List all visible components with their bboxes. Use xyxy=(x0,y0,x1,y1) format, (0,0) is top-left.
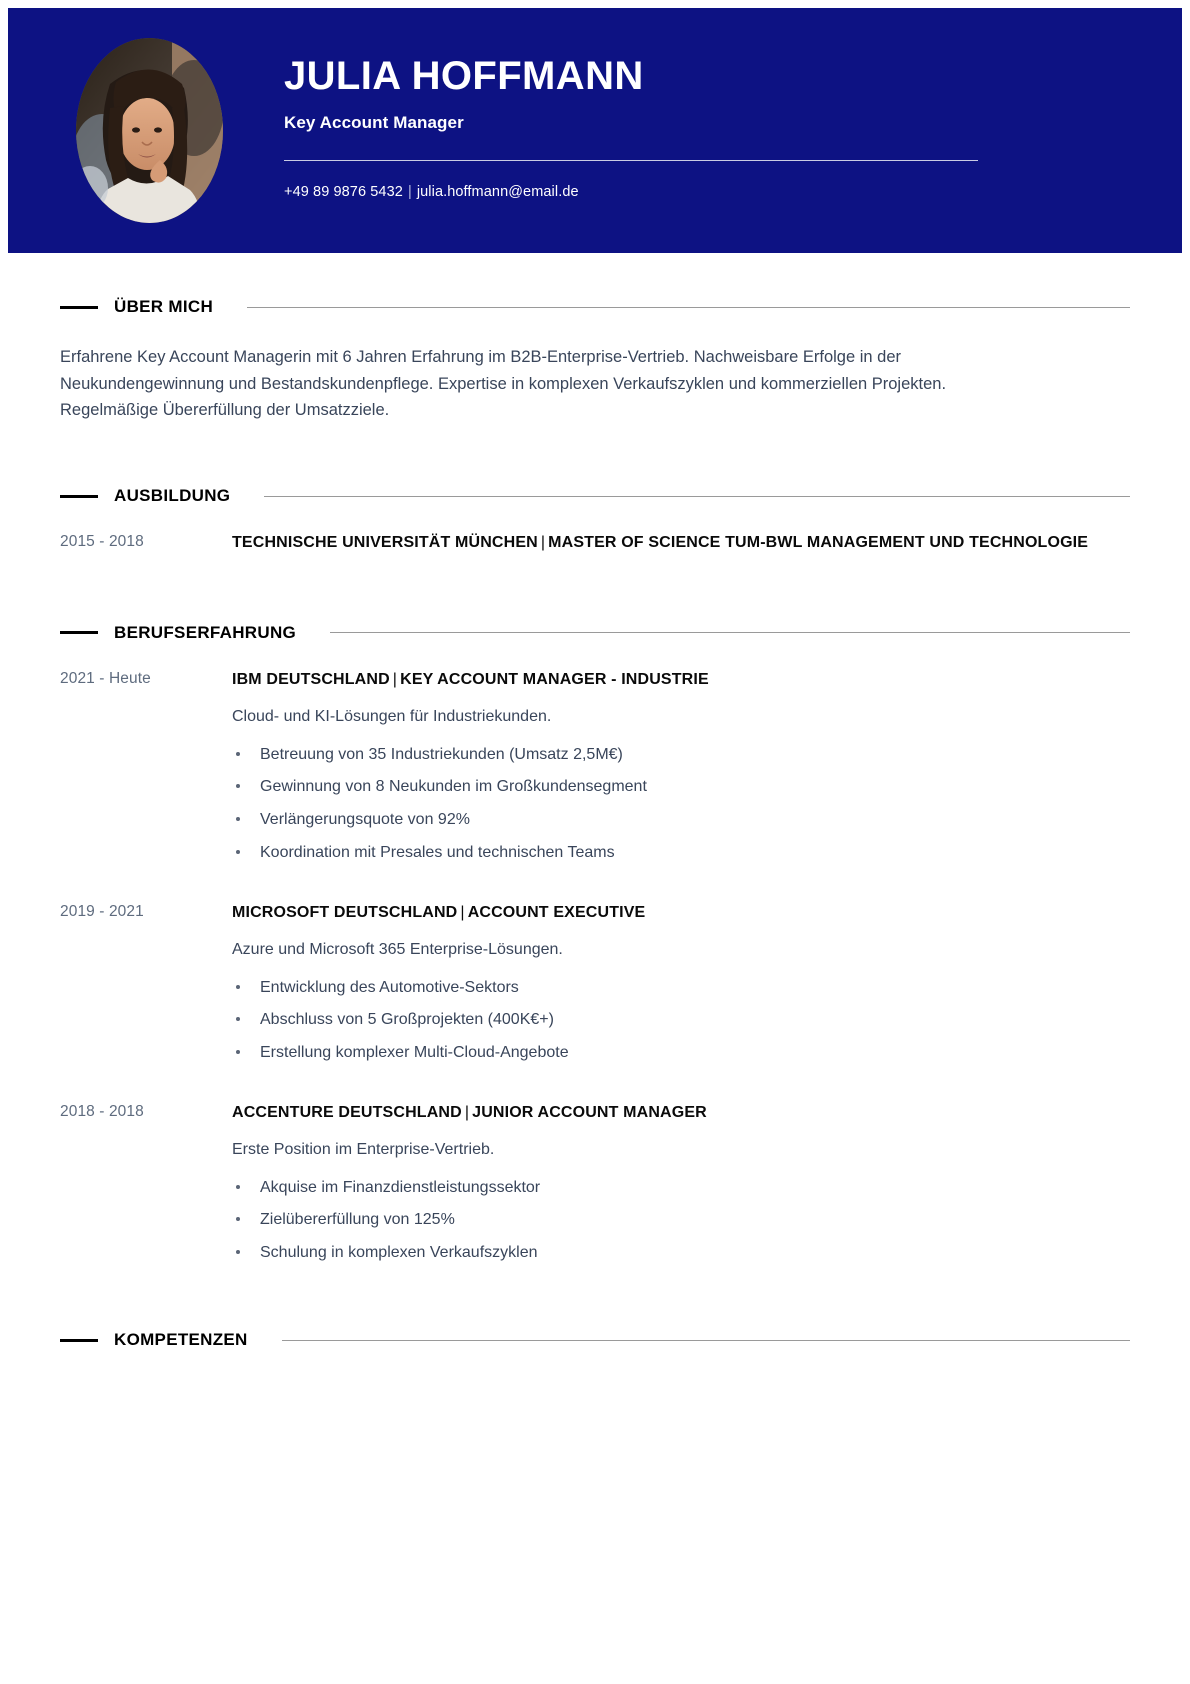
list-item: Zielübererfüllung von 125% xyxy=(232,1208,1130,1233)
section-header-skills xyxy=(60,1330,1130,1350)
list-item: Erstellung komplexer Multi-Cloud-Angebote xyxy=(232,1041,1130,1066)
candidate-role: Key Account Manager xyxy=(284,112,464,132)
experience-bullets xyxy=(232,743,1130,866)
experience-content xyxy=(232,902,1130,1074)
experience-company: ACCENTURE DEUTSCHLAND xyxy=(232,1103,462,1121)
list-item: Gewinnung von 8 Neukunden im Großkundensegment xyxy=(232,775,1130,800)
section-dash-icon xyxy=(60,631,98,634)
section-rule xyxy=(247,307,1130,308)
section-title-education: AUSBILDUNG xyxy=(114,486,231,506)
section-rule xyxy=(282,1340,1130,1341)
experience-title xyxy=(232,902,1130,925)
section-dash-icon xyxy=(60,306,98,309)
education-title xyxy=(232,532,1130,555)
resume-body xyxy=(8,297,1182,1350)
section-header-about xyxy=(60,297,1130,317)
experience-content xyxy=(232,1102,1130,1274)
header-text-block xyxy=(284,54,1130,200)
phone-number[interactable]: +49 89 9876 5432 xyxy=(284,183,403,200)
experience-description: Cloud- und KI-Lösungen für Industriekunden. xyxy=(232,707,552,725)
experience-position: KEY ACCOUNT MANAGER - INDUSTRIE xyxy=(400,670,709,688)
experience-bullets xyxy=(232,1176,1130,1266)
section-title-experience: BERUFSERFAHRUNG xyxy=(114,622,297,642)
contact-line xyxy=(284,184,1130,200)
experience-entry xyxy=(60,669,1130,874)
section-rule xyxy=(330,632,1130,633)
section-title-about: ÜBER MICH xyxy=(114,297,214,316)
experience-position: ACCOUNT EXECUTIVE xyxy=(467,903,646,921)
title-separator: | xyxy=(392,670,398,688)
education-degree: MASTER OF SCIENCE TUM-BWL MANAGEMENT UND TECHNOLOGIE xyxy=(548,534,1089,552)
experience-title xyxy=(232,669,1130,692)
experience-dates: 2019 - 2021 xyxy=(60,902,144,920)
experience-description: Azure und Microsoft 365 Enterprise-Lösungen. xyxy=(232,940,563,958)
section-header-education xyxy=(60,486,1130,506)
experience-entry xyxy=(60,902,1130,1074)
email-address[interactable]: julia.hoffmann@email.de xyxy=(416,183,579,200)
section-header-experience xyxy=(60,623,1130,643)
experience-title xyxy=(232,1102,1130,1125)
about-text: Erfahrene Key Account Managerin mit 6 Jahren Erfahrung im B2B-Enterprise-Vertrieb. Nachweisbare Erfolge in der Neukundengewinnung und Bestandskundenpflege. Expertise in komplexen Verkaufszyklen und kommerziellen Projekten. Regelmäßige Übererfüllung der Umsatzziele. xyxy=(60,348,947,420)
experience-dates: 2018 - 2018 xyxy=(60,1102,144,1120)
header-divider xyxy=(284,160,978,161)
list-item: Verlängerungsquote von 92% xyxy=(232,808,1130,833)
experience-company: MICROSOFT DEUTSCHLAND xyxy=(232,903,458,921)
title-separator: | xyxy=(540,534,546,552)
experience-dates: 2021 - Heute xyxy=(60,669,151,687)
list-item: Schulung in komplexen Verkaufszyklen xyxy=(232,1241,1130,1266)
title-separator: | xyxy=(460,903,465,921)
education-entry xyxy=(60,532,1130,555)
avatar xyxy=(76,38,223,223)
resume-header xyxy=(8,8,1182,253)
section-dash-icon xyxy=(60,1339,98,1342)
experience-content xyxy=(232,669,1130,874)
list-item: Entwicklung des Automotive-Sektors xyxy=(232,976,1130,1001)
contact-separator: | xyxy=(407,183,412,200)
experience-company: IBM DEUTSCHLAND xyxy=(232,670,390,688)
experience-description: Erste Position im Enterprise-Vertrieb. xyxy=(232,1140,495,1158)
list-item: Abschluss von 5 Großprojekten (400K€+) xyxy=(232,1008,1130,1033)
experience-entry xyxy=(60,1102,1130,1274)
section-title-skills: KOMPETENZEN xyxy=(114,1330,248,1349)
list-item: Koordination mit Presales und technischen Teams xyxy=(232,841,1130,866)
experience-bullets xyxy=(232,976,1130,1066)
title-separator: | xyxy=(464,1103,470,1121)
education-institution: TECHNISCHE UNIVERSITÄT MÜNCHEN xyxy=(232,534,538,552)
experience-position: JUNIOR ACCOUNT MANAGER xyxy=(472,1103,707,1121)
section-rule xyxy=(264,496,1130,497)
list-item: Betreuung von 35 Industriekunden (Umsatz 2,5M€) xyxy=(232,743,1130,768)
list-item: Akquise im Finanzdienstleistungssektor xyxy=(232,1176,1130,1201)
candidate-name: JULIA HOFFMANN xyxy=(284,54,644,98)
education-content xyxy=(232,532,1130,555)
profile-photo-illustration xyxy=(76,38,223,223)
education-dates: 2015 - 2018 xyxy=(60,533,144,551)
section-dash-icon xyxy=(60,495,98,498)
